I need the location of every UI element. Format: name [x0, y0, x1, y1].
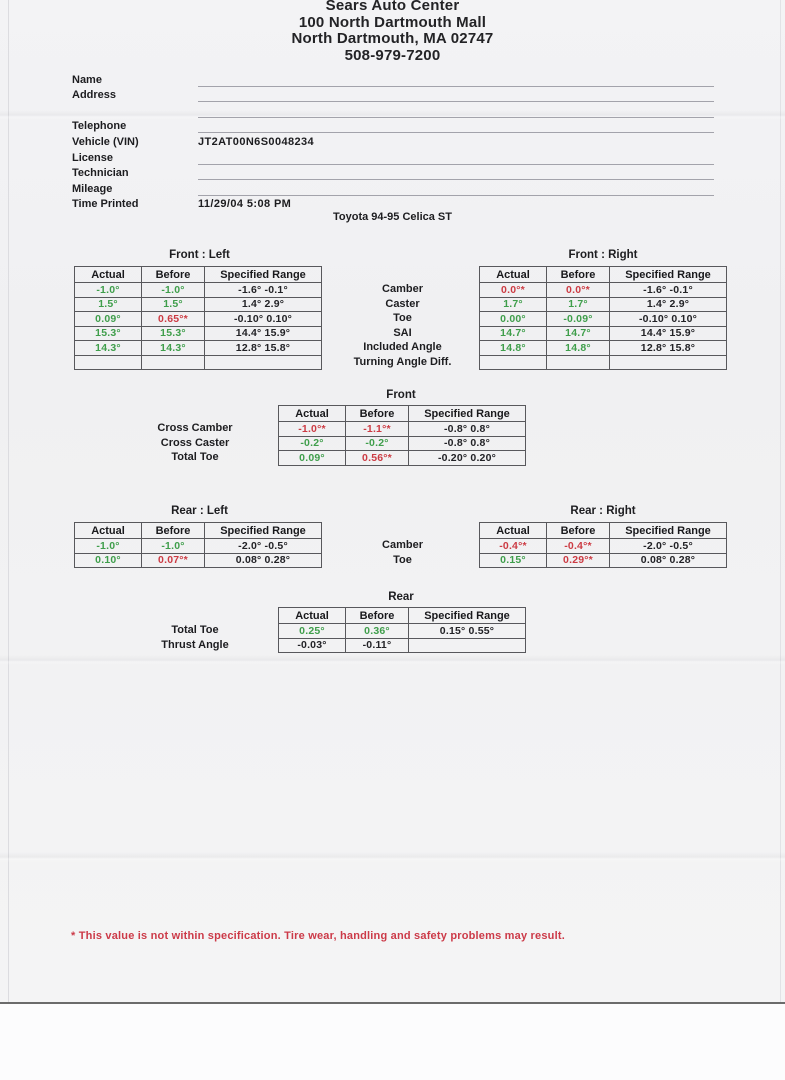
table-row: [75, 355, 322, 370]
before-value: 1.7°: [547, 297, 610, 312]
before-value: 14.3°: [142, 341, 205, 356]
actual-value: [75, 355, 142, 370]
column-header: Actual: [75, 267, 142, 283]
front_left-table: [74, 266, 322, 370]
spec-range: -1.6° -0.1°: [205, 283, 322, 298]
spec-range: -0.8° 0.8°: [409, 422, 526, 437]
blank-fill-line: [198, 166, 714, 180]
before-value: -0.2°: [346, 436, 409, 451]
rear_cross-table: [278, 607, 526, 653]
rear-parameter-labels: [325, 538, 480, 567]
form-row: [72, 71, 714, 87]
rear_right-table: [479, 522, 727, 568]
form-field-label: Vehicle (VIN): [72, 135, 139, 148]
form-row: [72, 149, 714, 165]
form-field-label: License: [72, 151, 113, 164]
before-value: 0.56°*: [346, 451, 409, 466]
blank-fill-line: [198, 104, 714, 118]
form-field-label: Telephone: [72, 120, 127, 133]
spec-range: 0.15° 0.55°: [409, 624, 526, 639]
form-row: [72, 133, 714, 149]
actual-value: -0.03°: [279, 638, 346, 653]
scanner-background: [0, 1004, 785, 1080]
spec-range: -2.0° -0.5°: [610, 539, 727, 554]
parameter-label: Toe: [393, 312, 412, 324]
column-header: Before: [346, 406, 409, 422]
blank-fill-line: [198, 119, 714, 133]
before-value: -1.0°: [142, 539, 205, 554]
parameter-label: Thrust Angle: [161, 638, 229, 651]
spec-range: [409, 638, 526, 653]
rear-right-title: Rear : Right: [570, 505, 636, 517]
spec-range: 12.8° 15.8°: [205, 341, 322, 356]
spec-range: -0.10° 0.10°: [205, 312, 322, 327]
table-row: [75, 553, 322, 568]
table-row: [75, 283, 322, 298]
front-parameter-labels: [325, 282, 480, 369]
before-value: 0.0°*: [547, 283, 610, 298]
before-value: -1.1°*: [346, 422, 409, 437]
before-value: 0.07°*: [142, 553, 205, 568]
table-row: [279, 451, 526, 466]
spec-range: 12.8° 15.8°: [610, 341, 727, 356]
spec-range: 0.08° 0.28°: [610, 553, 727, 568]
table-row: [480, 355, 727, 370]
actual-value: 0.00°: [480, 312, 547, 327]
header-row: [480, 523, 727, 539]
column-header: Specified Range: [409, 406, 526, 422]
spec-range: 1.4° 2.9°: [610, 297, 727, 312]
before-value: 15.3°: [142, 326, 205, 341]
document-header: [0, 0, 785, 64]
header-row: [75, 523, 322, 539]
form-row: [72, 102, 714, 118]
header-row: [279, 406, 526, 422]
before-value: -0.09°: [547, 312, 610, 327]
store-phone: 508-979-7200: [344, 46, 441, 64]
table-row: [480, 283, 727, 298]
form-field-label: Mileage: [72, 182, 113, 195]
table-row: [75, 312, 322, 327]
actual-value: -1.0°: [75, 283, 142, 298]
scan-edge-artifact: [8, 0, 9, 1002]
column-header: Actual: [279, 608, 346, 624]
actual-value: 0.15°: [480, 553, 547, 568]
table-row: [75, 341, 322, 356]
table-row: [480, 312, 727, 327]
front_right-table: [479, 266, 727, 370]
form-field-label: Address: [72, 89, 117, 102]
actual-value: 0.0°*: [480, 283, 547, 298]
table-row: [480, 297, 727, 312]
before-value: 14.7°: [547, 326, 610, 341]
rear-cross-title: Rear: [388, 591, 414, 603]
front-right-table-host: [479, 266, 727, 370]
parameter-label: Camber: [382, 283, 423, 295]
actual-value: -1.0°*: [279, 422, 346, 437]
actual-value: 1.7°: [480, 297, 547, 312]
out-of-spec-footnote: * This value is not within specification. Tire wear, handling and safety problems may result.: [71, 930, 565, 942]
parameter-label: Toe: [393, 553, 412, 566]
before-value: -1.0°: [142, 283, 205, 298]
blank-fill-line: [198, 151, 714, 165]
column-header: Specified Range: [205, 523, 322, 539]
parameter-label: Caster: [385, 297, 420, 310]
table-row: [480, 326, 727, 341]
before-value: 14.8°: [547, 341, 610, 356]
spec-range: -0.20° 0.20°: [409, 451, 526, 466]
actual-value: 14.7°: [480, 326, 547, 341]
parameter-label: Camber: [382, 539, 423, 551]
rear-right-table-host: [479, 522, 727, 568]
rear-left-table-host: [74, 522, 322, 568]
column-header: Actual: [75, 523, 142, 539]
form-field-label: Name: [72, 73, 102, 86]
actual-value: -0.4°*: [480, 539, 547, 554]
table-row: [279, 422, 526, 437]
table-row: [75, 297, 322, 312]
rear-cross-parameter-labels: [95, 623, 295, 652]
header-row: [279, 608, 526, 624]
table-row: [75, 326, 322, 341]
store-name: Sears Auto Center: [325, 0, 460, 14]
form-row: [72, 165, 714, 181]
before-value: -0.4°*: [547, 539, 610, 554]
table-row: [480, 539, 727, 554]
table-row: [279, 436, 526, 451]
parameter-label: SAI: [393, 326, 412, 339]
actual-value: -0.2°: [279, 436, 346, 451]
front-cross-title: Front: [386, 389, 416, 401]
column-header: Before: [142, 267, 205, 283]
actual-value: 0.25°: [279, 624, 346, 639]
spec-range: 14.4° 15.9°: [610, 326, 727, 341]
parameter-label: Total Toe: [171, 624, 219, 636]
form-row: [72, 118, 714, 134]
before-value: [142, 355, 205, 370]
form-row: [72, 87, 714, 103]
front-cross-table-host: [278, 405, 526, 466]
form-row: [72, 196, 714, 212]
spec-range: [610, 355, 727, 370]
parameter-label: Cross Caster: [160, 436, 230, 449]
rear-left-title: Rear : Left: [171, 505, 228, 517]
header-row: [480, 267, 727, 283]
parameter-label: Total Toe: [171, 451, 219, 463]
form-row: [72, 180, 714, 196]
column-header: Specified Range: [409, 608, 526, 624]
spec-range: 14.4° 15.9°: [205, 326, 322, 341]
spec-range: -0.10° 0.10°: [610, 312, 727, 327]
table-row: [279, 624, 526, 639]
spec-range: 0.08° 0.28°: [205, 553, 322, 568]
parameter-label: Included Angle: [363, 341, 442, 353]
rear-cross-table-host: [278, 607, 526, 653]
before-value: 0.29°*: [547, 553, 610, 568]
column-header: Before: [547, 267, 610, 283]
spec-range: 1.4° 2.9°: [205, 297, 322, 312]
column-header: Before: [547, 523, 610, 539]
before-value: -0.11°: [346, 638, 409, 653]
front-cross-parameter-labels: [95, 421, 295, 465]
front-left-table-host: [74, 266, 322, 370]
column-header: Specified Range: [205, 267, 322, 283]
vehicle-model: Toyota 94-95 Celica ST: [332, 211, 452, 223]
spec-range: -2.0° -0.5°: [205, 539, 322, 554]
rear_left-table: [74, 522, 322, 568]
customer-form: [72, 71, 714, 211]
blank-fill-line: [198, 182, 714, 196]
column-header: Actual: [279, 406, 346, 422]
spec-range: -1.6° -0.1°: [610, 283, 727, 298]
column-header: Before: [142, 523, 205, 539]
table-row: [480, 341, 727, 356]
table-row: [480, 553, 727, 568]
blank-fill-line: [198, 73, 714, 87]
table-row: [75, 539, 322, 554]
spec-range: [205, 355, 322, 370]
actual-value: 1.5°: [75, 297, 142, 312]
before-value: 0.65°*: [142, 312, 205, 327]
parameter-label: Turning Angle Diff.: [353, 355, 452, 368]
front-left-title: Front : Left: [169, 249, 230, 261]
store-address-line1: 100 North Dartmouth Mall: [298, 13, 487, 31]
actual-value: [480, 355, 547, 370]
front-right-title: Front : Right: [568, 249, 638, 261]
actual-value: 0.09°: [279, 451, 346, 466]
parameter-label: Cross Camber: [157, 422, 233, 434]
before-value: 0.36°: [346, 624, 409, 639]
form-field-label: Time Printed: [72, 198, 139, 211]
spec-range: -0.8° 0.8°: [409, 436, 526, 451]
header-row: [75, 267, 322, 283]
before-value: [547, 355, 610, 370]
front_cross-table: [278, 405, 526, 466]
form-field-value: JT2AT00N6S0048234: [198, 135, 315, 148]
scan-edge-artifact: [780, 0, 781, 1002]
column-header: Actual: [480, 523, 547, 539]
blank-fill-line: [198, 88, 714, 102]
form-field-value: 11/29/04 5:08 PM: [198, 198, 292, 211]
form-field-label: Technician: [72, 167, 129, 180]
column-header: Specified Range: [610, 267, 727, 283]
column-header: Before: [346, 608, 409, 624]
actual-value: 0.09°: [75, 312, 142, 327]
before-value: 1.5°: [142, 297, 205, 312]
actual-value: 14.8°: [480, 341, 547, 356]
column-header: Specified Range: [610, 523, 727, 539]
actual-value: -1.0°: [75, 539, 142, 554]
actual-value: 14.3°: [75, 341, 142, 356]
store-address-line2: North Dartmouth, MA 02747: [291, 30, 494, 47]
table-row: [279, 638, 526, 653]
actual-value: 0.10°: [75, 553, 142, 568]
column-header: Actual: [480, 267, 547, 283]
actual-value: 15.3°: [75, 326, 142, 341]
